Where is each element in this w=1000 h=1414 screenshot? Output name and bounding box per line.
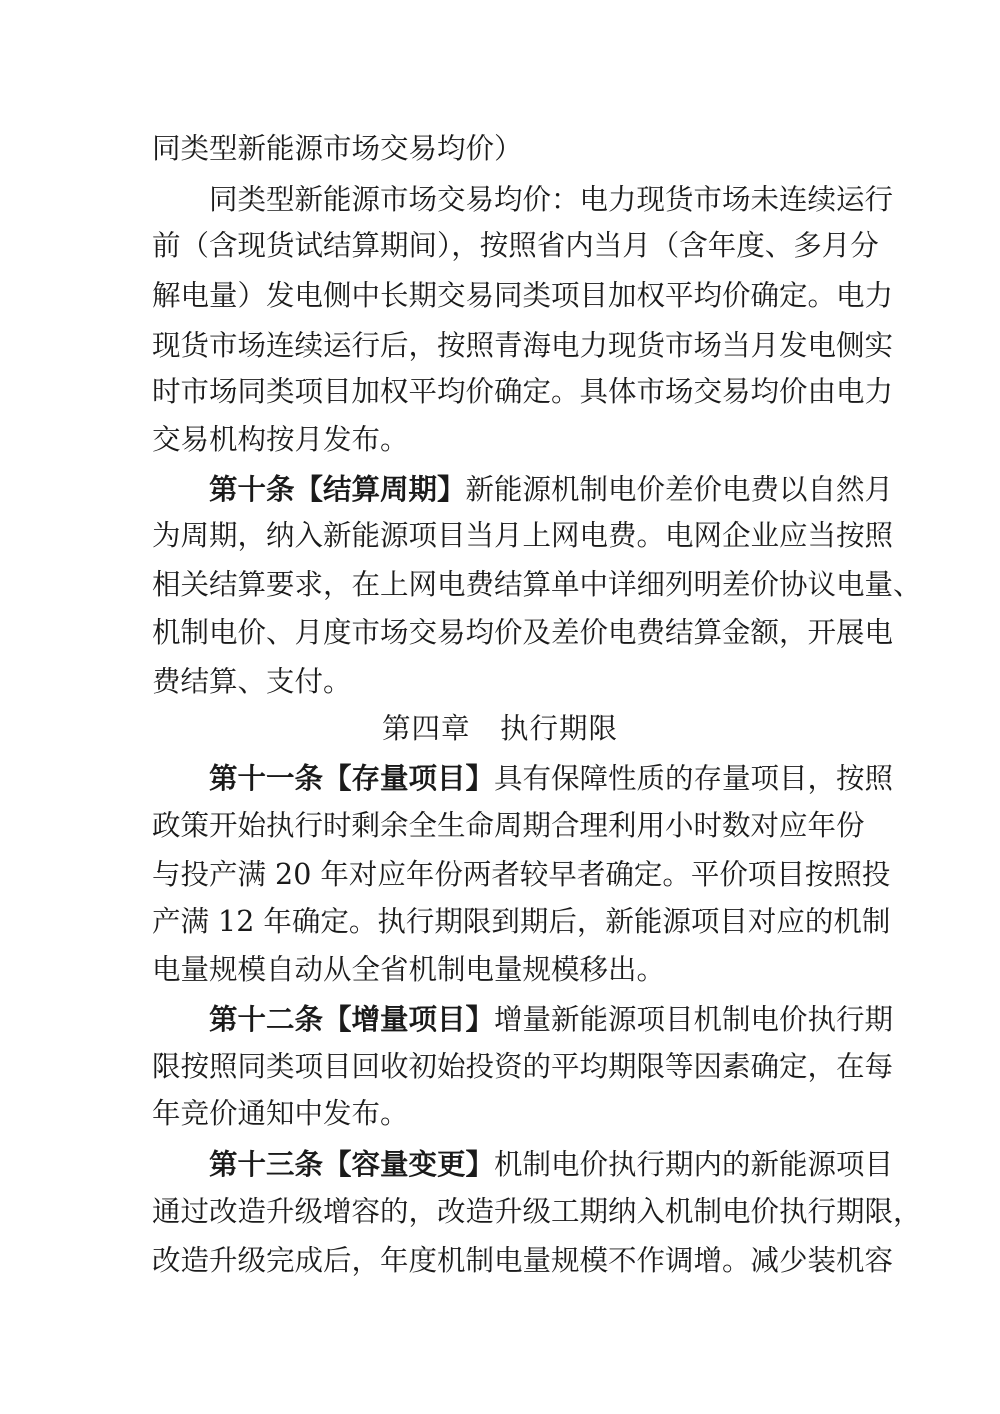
text-line: 改造升级完成后，年度机制电量规模不作调增。减少装机容 bbox=[152, 1244, 894, 1277]
text-line: 交易机构按月发布。 bbox=[152, 423, 409, 456]
chapter-title: 第四章 执行期限 bbox=[381, 712, 618, 745]
article-10-text: 新能源机制电价差价电费以自然月 bbox=[465, 473, 894, 506]
text-line: 时市场同类项目加权平均价确定。具体市场交易均价由电力 bbox=[152, 375, 894, 408]
text-line: 政策开始执行时剩余全生命周期合理利用小时数对应年份 bbox=[152, 809, 865, 842]
article-12-heading: 第十二条【增量项目】 bbox=[209, 1002, 495, 1036]
text-line: 解电量）发电侧中长期交易同类项目加权平均价确定。电力 bbox=[152, 279, 894, 312]
article-13-text: 机制电价执行期内的新能源项目 bbox=[494, 1148, 894, 1181]
text-line: 机制电价、月度市场交易均价及差价电费结算金额，开展电 bbox=[152, 616, 894, 649]
text-line: 相关结算要求，在上网电费结算单中详细列明差价协议电量、 bbox=[152, 568, 922, 601]
text-line: 通过改造升级增容的，改造升级工期纳入机制电价执行期限， bbox=[152, 1195, 922, 1228]
article-11-first-line bbox=[209, 754, 894, 802]
article-10-heading: 第十条【结算周期】 bbox=[209, 472, 466, 506]
text-line: 前（含现货试结算期间），按照省内当月（含年度、多月分 bbox=[152, 229, 879, 262]
text-line: 电量规模自动从全省机制电量规模移出。 bbox=[152, 953, 666, 986]
text-line: 为周期，纳入新能源项目当月上网电费。电网企业应当按照 bbox=[152, 519, 894, 552]
text-line: 产满 12 年确定。执行期限到期后，新能源项目对应的机制 bbox=[152, 905, 891, 938]
text-line: 同类型新能源市场交易均价） bbox=[152, 132, 523, 165]
article-13-heading: 第十三条【容量变更】 bbox=[209, 1147, 495, 1181]
text-line: 现货市场连续运行后，按照青海电力现货市场当月发电侧实 bbox=[152, 329, 894, 362]
article-10-first-line bbox=[209, 465, 894, 513]
article-11-heading: 第十一条【存量项目】 bbox=[209, 761, 495, 795]
article-12-text: 增量新能源项目机制电价执行期 bbox=[494, 1003, 894, 1036]
article-12-first-line bbox=[209, 995, 894, 1043]
text-line: 与投产满 20 年对应年份两者较早者确定。平价项目按照投 bbox=[152, 858, 891, 891]
article-11-text: 具有保障性质的存量项目，按照 bbox=[494, 762, 894, 795]
article-13-first-line bbox=[209, 1140, 894, 1188]
text-line: 年竞价通知中发布。 bbox=[152, 1097, 409, 1130]
text-line: 同类型新能源市场交易均价：电力现货市场未连续运行 bbox=[209, 183, 894, 216]
text-line: 费结算、支付。 bbox=[152, 665, 352, 698]
text-line: 限按照同类项目回收初始投资的平均期限等因素确定，在每 bbox=[152, 1050, 894, 1083]
